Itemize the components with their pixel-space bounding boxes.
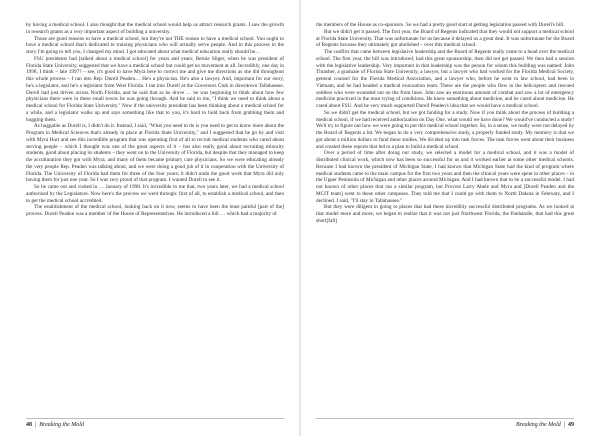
- left-footer-separator: |: [35, 422, 37, 428]
- right-paragraph-1: the members of the House as co-sponsors. So we had a pretty good start at getting legislation passed with Durell's bill.: [316, 22, 565, 28]
- left-paragraph-5: So he came out and visited in … January of 1998. It's incredible to me that, two years later, we had a medical school authorized by the Legislature. Now here's the process we went through: first of all, to establish a medical school, and then to get the medical school accredited.: [26, 184, 284, 204]
- right-page-number: 49: [568, 422, 574, 428]
- right-footer-rule: [316, 418, 574, 419]
- right-paragraph-5: Over a period of time after doing our study, we selected a model for a medical school, and it was a model of distributed clinical work, which now has been so successful for us and it worked earlier at some other medical schools. Because I had known the president of Michigan State, I had known that Michigan State had the kind of program where medical students came to the main campus for the first two years and then the clinical years were spent in other places – in the Upper Peninsula of Michigan and other places around Michigan. And I had known that to be a successful model. I had not known of other places that ran a similar program, but Provost Larry Abele and Myra and [Durell Peaden and the MCIT team] went to these other campuses. They told me that I could go with them to North Dakota in February, and I declined. I said, "I'll stay in Tallahassee.": [316, 150, 574, 204]
- right-footer-separator: |: [563, 422, 565, 428]
- left-paragraph-2: Those are good reasons to have a medical school, but they're not THE reason to have a medical school. You ought to have a medical school that's dedicated to training physicians who will actually serve people. And in this process in the story I'm going to tell you, I changed my mind. I got educated about what medical education really should be…: [26, 35, 284, 55]
- right-paragraph-2: But we didn't get it passed. The first year, the Board of Regents indicated that they would not support a medical school at Florida State University. That was unfortunate for us because it delayed us a great deal. It was unfortunate for the Board of Regents because they ultimately got abolished – over this medical school.: [316, 28, 574, 49]
- left-paragraph-3: FSU presidents had [talked about a medical school] for years and years; Bernie Sliger, when he was president of Florida State University, suggested that we have a medical school but could get no movement at all. Incredibly, one day in 1998, I think – late 1997? – see, it's good to have Myra here to correct me and give me directions as she did throughout this whole process – I ran into Rep. Durell Peaden… He's a physician. He's also a lawyer. And, important for our story, he's a legislator, and he's a legislator from West Florida. I ran into Durell at the Governors Club in downtown Tallahassee. Durell had just driven across North Florida, and he said that as he drove … he was beginning to think about how few physicians there were in these small towns he was going through. And he said to me, "I think we need to think about a medical school for Florida State University." Now if the university president has been thinking about a medical school for a while, and a legislator walks up and says something like that to you, it's hard to hold back from grabbing them and hugging them.: [26, 55, 284, 123]
- left-paragraph-1: by having a medical school. I also thought that the medical school would help us attract research grants. I saw the growth in research grants as a very important aspect of building a university.: [26, 22, 284, 35]
- left-page: [26, 22, 284, 414]
- left-running-title: Breaking the Mold: [39, 422, 84, 428]
- right-footer: [316, 420, 574, 430]
- left-footer: [26, 420, 284, 430]
- book-gutter: [299, 0, 301, 436]
- right-page: [316, 22, 574, 414]
- left-footer-rule: [26, 418, 284, 419]
- right-paragraph-6: But they were diligent in going to places that had these incredibly successful distributed programs. As we looked at that model more and more, we began to realize that it was not just Northwest Florida, the Panhandle, that had this great short[fall]: [316, 204, 574, 224]
- left-page-number: 48: [26, 422, 32, 428]
- left-paragraph-4: As huggable as Durell is, I didn't do it. Instead, I said, "What you need to do is you need to get to know more about the Program in Medical Sciences that's already in place at Florida State University," and I suggested that he go by and visit with Myra Hurt and see this incredible program that was operating first of all to recruit medical students who cared about serving people – which I thought was one of the great aspects of it – but also really good about recruiting minority students, good about placing its students – they went on to the University of Florida, but despite that they managed to keep the acculturation they got with Myra, and many of them became primary care physicians. So we were educating already the very people Rep. Peaden was talking about, and we were doing a good job of it in cooperation with the University of Florida. The University of Florida had them for three of the four years; it didn't undo the good work that Myra did only having them for just one year. So I was very proud of that program. I wanted Durell to see it.: [26, 123, 284, 184]
- right-paragraph-3: The conflict that came between legislative leadership and the Board of Regents really came to a head over the medical school. The first year, the bill was introduced, had this great sponsorship, then did not get passed. We then had a session with the legislative leadership. Very important in that leadership was the person for whom this building was named: John Thrasher, a graduate of Florida State University, a lawyer, but a lawyer who had worked for the Florida Medical Society, general counsel for the Florida Medical Association, and a lawyer who, before he went to law school, had been in Vietnam, and he had headed a medical evacuation team. These are the people who flew in the helicopters and rescued soldiers who were wounded out on the front lines. John saw an enormous amount of combat and saw a lot of emergency medicine practiced in the most trying of conditions. He knew something about medicine, and he cared about medicine. He cared about FSU. And he very much supported Durell Peaden's idea that we would have a medical school.: [316, 49, 574, 109]
- right-running-title: Breaking the Mold: [516, 422, 561, 428]
- right-paragraph-4: So we didn't get the medical school, but we got funding for a study. Now if you think about the process of building a medical school, if we had received authorization on Day One, what would we have done? We would've conducted a study! We'd try to figure out how we were going to put this medical school together. So, in a sense, we really were not delayed by the Board of Regents a bit. We began to do a very comprehensive study, a properly funded study. My memory is that we got about a million dollars to fund these studies. We divided up into task forces. The task forces went about their business and created these reports that led to a plan to build a medical school.: [316, 109, 574, 150]
- left-paragraph-6: The establishment of the medical school, looking back on it now, seems to have been the least painful [part of the] process. Durell Peaden was a member of the House of Representatives. He introduced a bill … which had a majority of: [26, 204, 284, 217]
